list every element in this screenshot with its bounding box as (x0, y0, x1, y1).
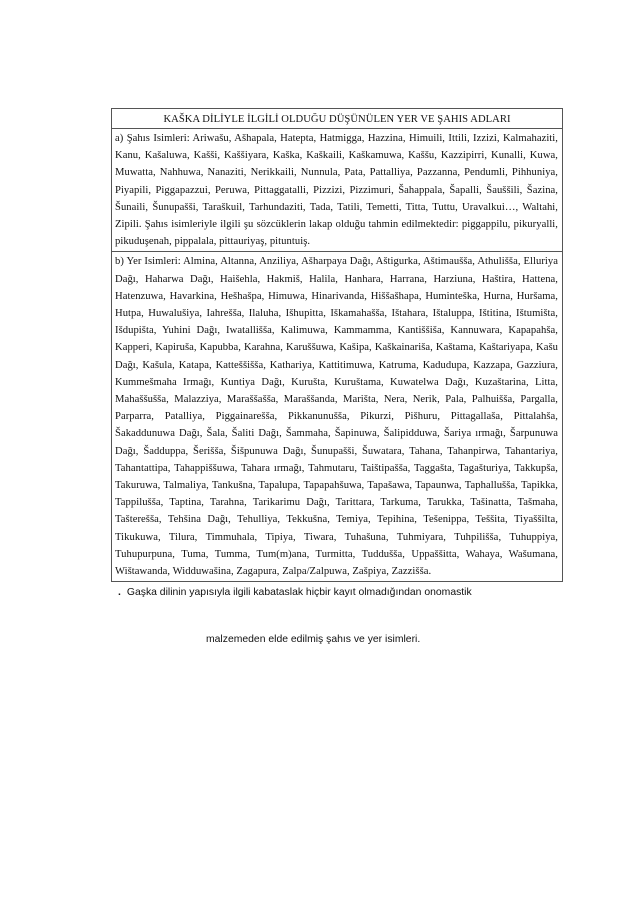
names-table (111, 108, 563, 582)
caption-line-2: malzemeden elde edilmiş şahıs ve yer isimleri. (206, 634, 421, 645)
caption-text-1: Gaşka dilinin yapısıyla ilgili kabataslak hiçbir kayıt olmadığından onomastik (126, 587, 472, 598)
place-names-section: b) Yer Isimleri: Almina, Altanna, Anziliya, Ašharpaya Dağı, Aštigurka, Aštimaušša, Athulišša, Elluriya Dağı, Haharwa Dağı, Haišehla, Hakmiš, Halila, Hanhara, Harrana, Harziuna, Haštira, Hattena, Hatenzuwa, Havarkina, Hešhašpa, Himuwa, Hinarivanda, Hiššašhapa, Huminteška, Hurna, Huršama, Hutpa, Huwalušiya, Iahrešša, Ilaluha, Išhupitta, Iškamahašša, Ištahara, Ištaluppa, Ištitina, Ištumišta, Išdupišta, Yuhini Dağı, Iwatallišša, Kalimuwa, Kammamma, Kantiššiša, Kannuwara, Kapapahša, Kapperi, Kapiruša, Kapubba, Karahna, Karuššuwa, Kašipa, Kaškainariša, Kaštama, Kaštariyapa, Kašu Dağı, Kašula, Katapa, Katteššišša, Kathariya, Kattitimuwa, Katruma, Kadudupa, Kazzapa, Gazziura, Kummešmaha Irmağı, Kuntiya Dağı, Kurušta, Kuruštama, Kuwatelwa Dağı, Kuzaštarina, Litta, Mahaššušša, Malazziya, Maraššašša, Maraššanda, Marišta, Nera, Nerik, Pala, Palhuišša, Pargalla, Parparra, Patalliya, Piggainarešša, Pikkanunušša, Pikurzi, Pišhuru, Pittagallaša, Pittalahša, Šakaddunuwa Dağı, Šala, Šaliti Dağı, Šammaha, Šapinuwa, Šalipidduwa, Šariya ırmağı, Šarpunuwa Dağı, Šadduppa, Šerišša, Šišpunuwa Dağı, Šunupašši, Šuwatara, Tahana, Tahanpirwa, Tahantariya, Tahantattipa, Tahappiššuwa, Tahara ırmağı, Tahmutaru, Taištipašša, Taggašta, Tagašturiya, Takkupša, Takuruwa, Talmaliya, Tankušna, Tapalupa, Tapapahšuwa, Tapašawa, Tapaunwa, Taphallušša, Tapikka, Tappilušša, Taptina, Tarahna, Tarikarimu Dağı, Tarittara, Tarkuma, Tarukka, Tašinatta, Tašmaha, Tašterešša, Tehšina Dağı, Tehulliya, Tekkušna, Temiya, Tepihina, Tešenippa, Teššita, Tiyaššilta, Tikukuwa, Tilura, Timmuhala, Tipiya, Tiwara, Tuhašuna, Tuhmiyara, Tuhpilišša, Tuhuppiya, Tuhupurpuna, Tuma, Tumma, Tum(m)ana, Turmitta, Tuddušša, Uppaššitta, Wahaya, Wašumana, Wištawanda, Widduwašina, Zagapura, Zalpa/Zalpuwa, Zašpiya, Zazzišša. (115, 256, 558, 578)
caption-bullet: . (118, 587, 121, 598)
table-title: KAŠKA DİLİYLE İLGİLİ OLDUĞU DÜŞÜNÜLEN YER VE ŞAHIS ADLARI (112, 109, 562, 129)
caption-line-1 (118, 587, 472, 598)
personal-names-section: a) Şahıs Isimleri: Ariwašu, Ašhapala, Hatepta, Hatmigga, Hazzina, Himuili, Ittili, Izzizi, Kalmahaziti, Kanu, Kašaluwa, Kašši, Kaššiyara, Kaška, Kaškaili, Kaškamuwa, Kaššu, Kazzipirri, Kunalli, Kuwa, Muwatta, Nahhuwa, Nanaziti, Nerikkaili, Nunnula, Pata, Pattalliya, Pazzanna, Pendumli, Pihhuniya, Piyapili, Piggapazzui, Peruwa, Pittaggatalli, Pizzizi, Pizzimuri, Šahappala, Šapalli, Šauššili, Šazina, Šunaili, Šunupašši, Taraškuil, Tarhundaziti, Tada, Tatili, Temetti, Titta, Tuttu, Uravalkui…, Waltahi, Zipili. Şahıs isimleriyle ilgili şu sözcüklerin lakap olduğu tahmin edilmektedir: piggappilu, pikuryalli, pikuduşenah, pippalala, pittauriyaş, pituntuiş. (112, 129, 562, 252)
